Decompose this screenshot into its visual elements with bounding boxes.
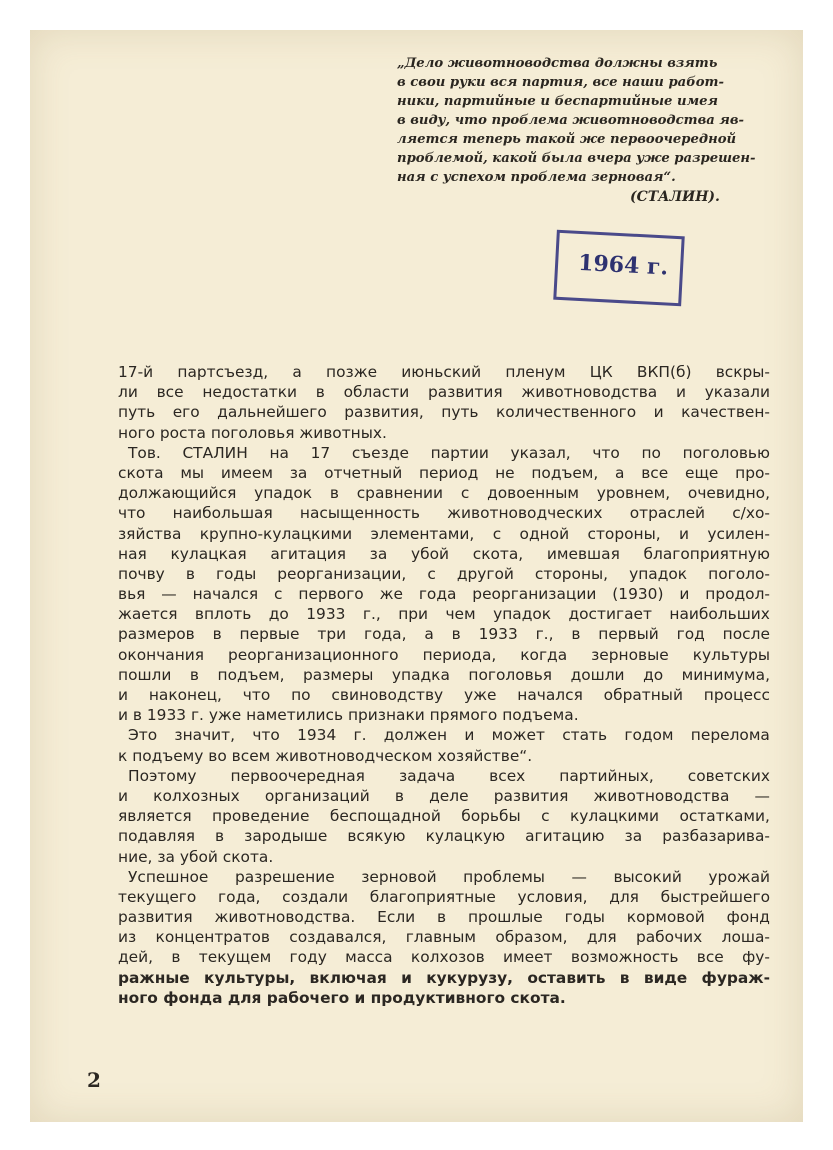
epigraph-line: в виду, что проблема животноводства яв-	[397, 113, 745, 128]
body-line: пошли в подъем, размеры упадка поголовья дошли до минимума,	[118, 665, 770, 684]
epigraph-quote	[397, 54, 777, 187]
page-number: 2	[87, 1068, 101, 1092]
body-line: Это значит, что 1934 г. должен и может стать годом перелома	[128, 726, 770, 745]
body-line: и в 1933 г. уже наметились признаки прямого подъема.	[118, 706, 579, 725]
body-line: развития животноводства. Если в прошлые годы кормовой фонд	[118, 908, 770, 927]
body-line: ного роста поголовья животных.	[118, 423, 387, 442]
epigraph-line: в свои руки вся партия, все наши работ-	[397, 75, 724, 90]
epigraph-line: ляется теперь такой же первоочередной	[397, 132, 737, 147]
body-line: 17-й партсъезд, а позже июньский пленум ЦК ВКП(б) вскры-	[118, 363, 770, 381]
body-line: жается вплоть до 1933 г., при чем упадок достигает наибольших	[118, 605, 770, 624]
body-line: вья — начался с первого же года реорганизации (1930) и продол-	[118, 585, 770, 604]
body-line: ли все недостатки в области развития животноводства и указали	[118, 383, 770, 402]
body-line: ная кулацкая агитация за убой скота, имевшая благоприятную	[118, 544, 770, 563]
epigraph-line: проблемой, какой была вчера уже разрешен-	[397, 151, 756, 166]
body-line: скота мы имеем за отчетный период не подъем, а все еще про-	[118, 463, 770, 482]
body-line: Успешное разрешение зерновой проблемы — высокий урожай	[128, 867, 770, 886]
body-line: подавляя в зародыше всякую кулацкую агитацию за разбазарива-	[118, 827, 770, 846]
body-line: текущего года, создали благоприятные условия, для быстрейшего	[118, 887, 770, 906]
body-line: ражные культуры, включая и кукурузу, оставить в виде фураж-	[118, 968, 770, 987]
body-line: к подъему во всем животноводческом хозяйстве“.	[118, 746, 533, 765]
epigraph-line: ная с успехом проблема зерновая“.	[397, 170, 676, 185]
body-line: размеров в первые три года, а в 1933 г., в первый год после	[118, 625, 770, 644]
body-line: окончания реорганизационного периода, когда зерновые культуры	[118, 645, 770, 664]
stamp-text: 1964 г.	[577, 249, 669, 281]
epigraph-line: ники, партийные и беспартийные имея	[397, 94, 719, 109]
body-line: и колхозных организаций в деле развития животноводства —	[118, 786, 770, 805]
body-line: почву в годы реорганизации, с другой стороны, упадок поголо-	[118, 564, 770, 583]
epigraph-author: (СТАЛИН).	[630, 189, 720, 205]
date-stamp	[553, 230, 684, 307]
body-line: Тов. СТАЛИН на 17 съезде партии указал, что по поголовью	[128, 443, 770, 462]
epigraph-line: „Дело животноводства должны взять	[397, 56, 718, 71]
body-line: дей, в текущем году масса колхозов имеет возможность все фу-	[118, 948, 770, 967]
body-line: зяйства крупно-кулацкими элементами, с одной стороны, и усилен-	[118, 524, 770, 543]
body-line: путь его дальнейшего развития, путь количественного и качествен-	[118, 403, 770, 422]
body-line: Поэтому первоочередная задача всех партийных, советских	[128, 766, 770, 785]
body-line: и наконец, что по свиноводству уже начался обратный процесс	[118, 686, 770, 704]
body-line: является проведение беспощадной борьбы с кулацкими остатками,	[118, 807, 770, 826]
body-line: ного фонда для рабочего и продуктивного скота.	[118, 988, 566, 1007]
body-line: должающийся упадок в сравнении с довоенным уровнем, очевидно,	[118, 484, 770, 503]
body-line: что наибольшая насыщенность животноводческих отраслей с/хо-	[118, 504, 770, 523]
body-line: из концентратов создавался, главным образом, для рабочих лоша-	[118, 928, 770, 947]
body-text	[118, 362, 770, 1008]
body-line: ние, за убой скота.	[118, 847, 274, 866]
